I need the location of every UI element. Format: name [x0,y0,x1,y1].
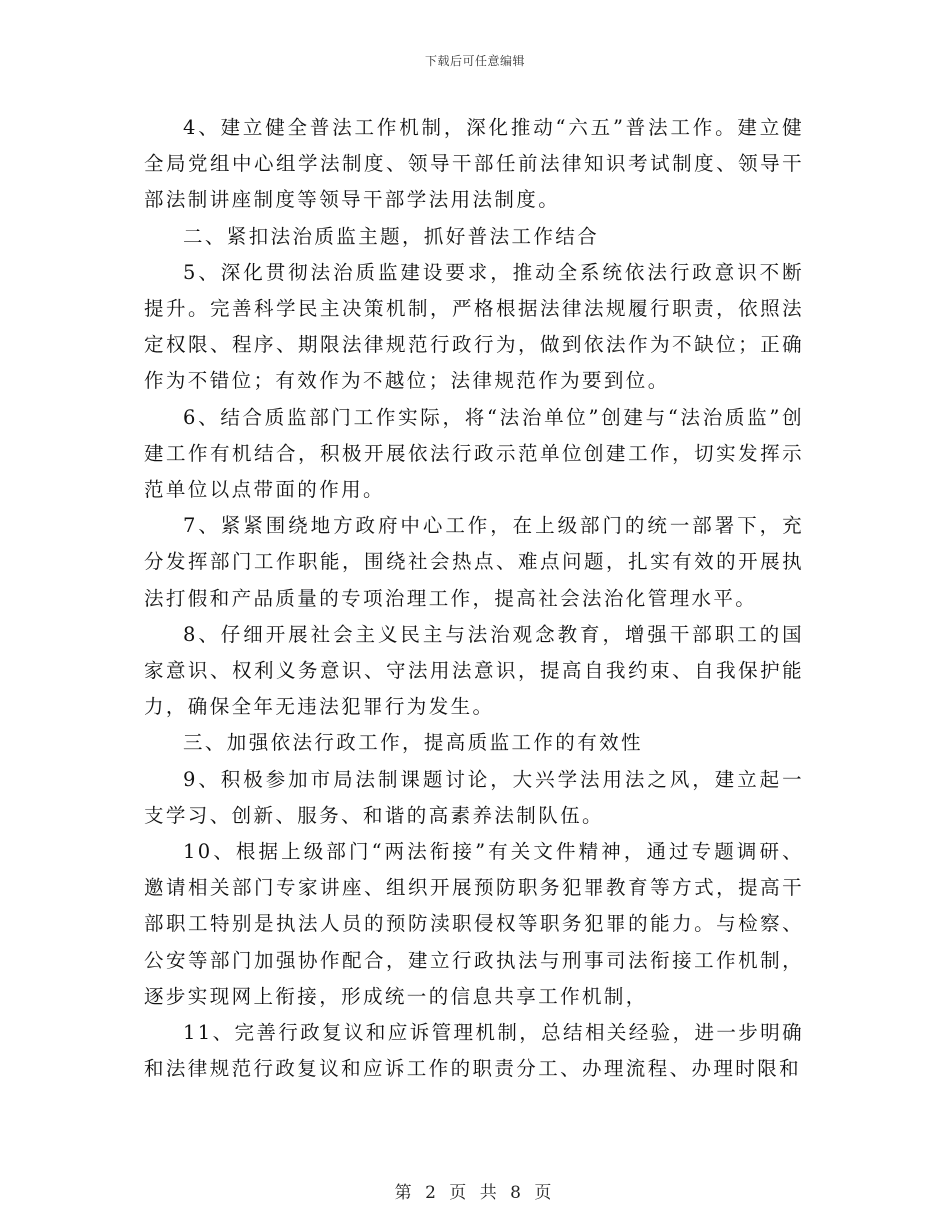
paragraph-item-10: 10、根据上级部门“两法衔接”有关文件精神，通过专题调研、邀请相关部门专家讲座、组织开展预防职务犯罪教育等方式，提高干部职工特别是执法人员的预防渎职侵权等职务犯罪的能力。与检察、公安等部门加强协作配合，建立行政执法与刑事司法衔接工作机制，逐步实现网上衔接，形成统一的信息共享工作机制， [144,840,804,1008]
paragraph-item-4: 4、建立健全普法工作机制，深化推动“六五”普法工作。建立健全局党组中心组学法制度、领导干部任前法律知识考试制度、领导干部法制讲座制度等领导干部学法用法制度。 [144,116,804,212]
paragraph-item-9: 9、积极参加市局法制课题讨论，大兴学法用法之风，建立起一支学习、创新、服务、和谐的高素养法制队伍。 [144,767,804,827]
paragraph-item-8: 8、仔细开展社会主义民主与法治观念教育，增强干部职工的国家意识、权利义务意识、守法用法意识，提高自我约束、自我保护能力，确保全年无违法犯罪行为发生。 [144,622,804,719]
page-header: 下载后可任意编辑 [424,54,525,68]
paragraph-item-7: 7、紧紧围绕地方政府中心工作，在上级部门的统一部署下，充分发挥部门工作职能，围绕社会热点、难点问题，扎实有效的开展执法打假和产品质量的专项治理工作，提高社会法治化管理水平。 [144,514,804,610]
page-footer: 第 2 页 共 8 页 [394,1183,556,1203]
section-heading-3: 三、加强依法行政工作，提高质监工作的有效性 [183,731,643,755]
paragraph-item-5: 5、深化贯彻法治质监建设要求，推动全系统依法行政意识不断提升。完善科学民主决策机制，严格根据法律法规履行职责，依照法定权限、程序、期限法律规范行政行为，做到依法作为不缺位；正确作为不错位；有效作为不越位；法律规范作为要到位。 [144,260,804,393]
paragraph-item-11: 11、完善行政复议和应诉管理机制，总结相关经验，进一步明确和法律规范行政复议和应诉工作的职责分工、办理流程、办理时限和 [144,1021,804,1081]
paragraph-item-6: 6、结合质监部门工作实际，将“法治单位”创建与“法治质监”创建工作有机结合，积极开展依法行政示范单位创建工作，切实发挥示范单位以点带面的作用。 [144,405,804,502]
section-heading-2: 二、紧扣法治质监主题，抓好普法工作结合 [183,224,600,248]
document-body [144,110,804,1087]
